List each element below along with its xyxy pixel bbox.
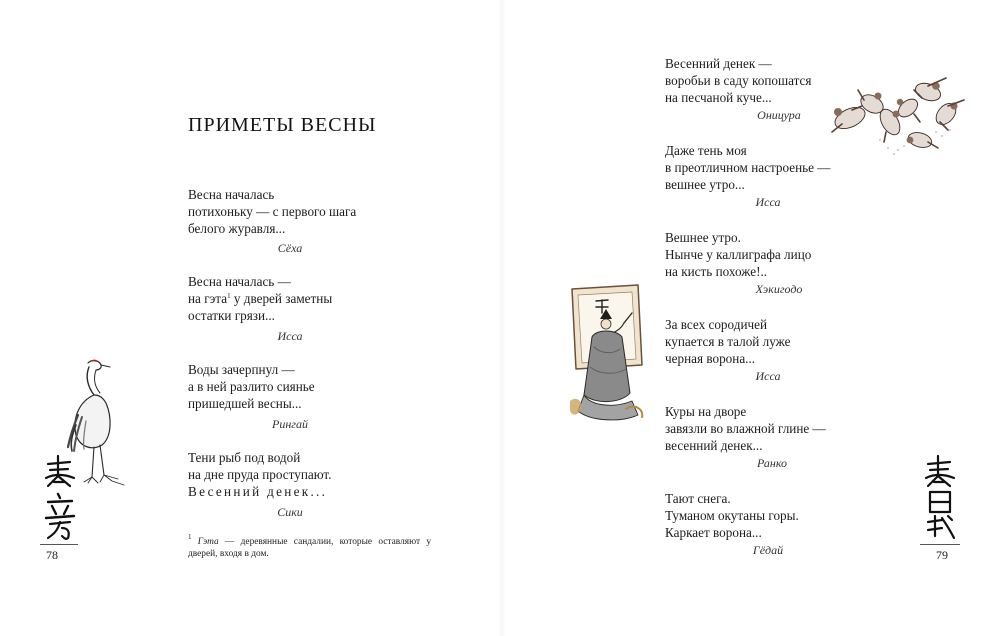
poem-line-part: на гэта xyxy=(188,291,228,306)
poem xyxy=(665,229,811,280)
poem-line: потихоньку — с первого шага xyxy=(188,204,357,219)
poem-line: купается в талой луже xyxy=(665,334,791,349)
poem xyxy=(188,273,332,324)
poem-line: Весна началась — xyxy=(188,274,291,289)
calligrapher-illustration xyxy=(566,283,648,425)
poem-author: Ранко xyxy=(757,456,787,470)
poem-line: на дне пруда проступают. xyxy=(188,467,332,482)
poem-line: пришедшей весны... xyxy=(188,396,302,411)
page-number: 78 xyxy=(46,548,58,562)
poem-line: Даже тень моя xyxy=(665,143,747,158)
poem xyxy=(665,55,811,106)
poem-line: в преотличном настроенье — xyxy=(665,160,831,175)
gutter xyxy=(498,0,506,636)
poem-line: воробьи в саду копошатся xyxy=(665,73,812,88)
poem-line: За всех сородичей xyxy=(665,317,768,332)
poem-author: Сёха xyxy=(277,241,303,255)
poem-line: Тени рыб под водой xyxy=(188,450,301,465)
footnote-text: — деревянные сандалии, которые оставляют у дверей, входя в дом. xyxy=(188,537,432,559)
poem-line: Весенний денек... xyxy=(188,484,328,499)
footnote-mark: 1 xyxy=(227,292,231,300)
footnote-term: Гэта xyxy=(197,537,219,547)
calligraphy-right xyxy=(920,452,960,542)
poem-line: на кисть похоже!.. xyxy=(665,264,768,279)
poem xyxy=(188,186,356,237)
poem-line: черная ворона... xyxy=(665,351,756,366)
poem-line: Тают снега. xyxy=(665,491,731,506)
poem-line: Вешнее утро. xyxy=(665,230,741,245)
poem xyxy=(665,490,799,541)
poem-line: Воды зачерпнул — xyxy=(188,362,295,377)
folio-rule xyxy=(40,544,78,545)
poem xyxy=(188,449,332,500)
poem-line: остатки грязи... xyxy=(188,308,275,323)
page-number: 79 xyxy=(936,548,948,562)
poem-author: Гёдай xyxy=(752,543,784,557)
poem xyxy=(665,142,831,193)
footnote-mark: 1 xyxy=(188,533,192,541)
poem-author: Хэкигодо xyxy=(755,282,803,296)
poem xyxy=(665,403,826,454)
poem-line: весенний денек... xyxy=(665,438,763,453)
poem-author: Исса xyxy=(277,329,303,343)
sparrows-illustration xyxy=(828,70,970,160)
poem-line: Куры на дворе xyxy=(665,404,747,419)
poem-line: Весенний денек — xyxy=(665,56,772,71)
poem-line: Туманом окутаны горы. xyxy=(665,508,799,523)
poem-line: Весна началась xyxy=(188,187,275,202)
poem-line: белого журавля... xyxy=(188,221,286,236)
poem-author: Рингай xyxy=(272,417,308,431)
footnote xyxy=(188,533,432,560)
poem-line: завязли во влажной глине — xyxy=(665,421,826,436)
poem-line: Нынче у каллиграфа лицо xyxy=(665,247,812,262)
poem xyxy=(188,361,315,412)
poem-line xyxy=(188,290,332,307)
folio-rule xyxy=(920,544,960,545)
poem-line: а в ней разлито сиянье xyxy=(188,379,315,394)
poem-author: Оницура xyxy=(757,108,801,122)
poem-line-part: у дверей заметны xyxy=(233,291,333,306)
poem-line: на песчаной куче... xyxy=(665,90,772,105)
calligraphy-left xyxy=(40,452,80,542)
page-title: ПРИМЕТЫ ВЕСНЫ xyxy=(188,114,377,136)
poem-author: Исса xyxy=(755,195,781,209)
poem-author: Сики xyxy=(277,505,303,519)
poem-line: Каркает ворона... xyxy=(665,525,762,540)
poem-line: вешнее утро... xyxy=(665,177,745,192)
poem xyxy=(665,316,790,367)
poem-author: Исса xyxy=(755,369,781,383)
